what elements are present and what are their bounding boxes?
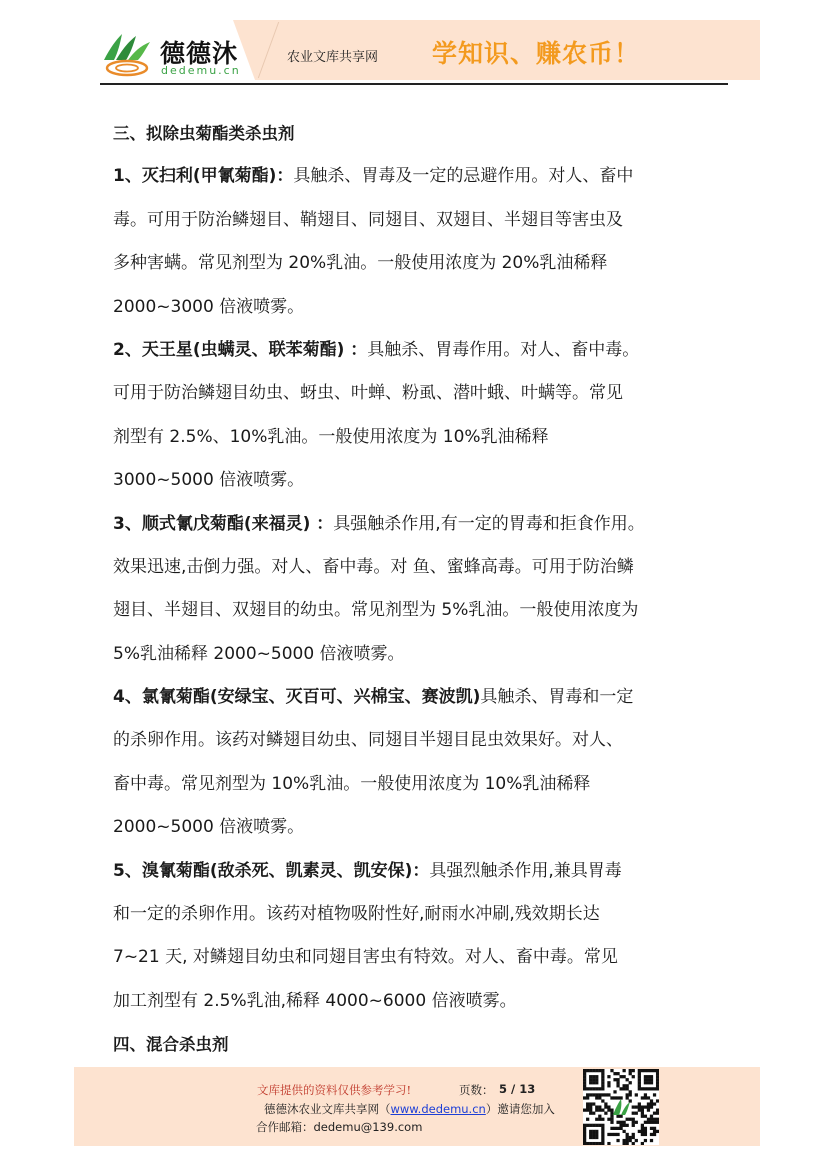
invite-prefix: 德德沐农业文库共享网（	[264, 1102, 391, 1116]
item-text: 具触杀、胃毒作用。对人、畜中毒。	[367, 339, 640, 360]
item-text: 2000~5000 倍液喷雾。	[113, 817, 305, 838]
paragraph-item-4	[113, 676, 713, 850]
item-text: 多种害螨。常见剂型为 20%乳油。一般使用浓度为 20%乳油稀释	[113, 253, 608, 274]
item-text: 5%乳油稀释 2000~5000 倍液喷雾。	[113, 643, 405, 664]
item-text: 的杀卵作用。该药对鳞翅目幼虫、同翅目半翅目昆虫效果好。对人、	[113, 730, 623, 751]
leaf-mountain-logo-icon	[100, 30, 158, 80]
section-title: 三、拟除虫菊酯类杀虫剂	[113, 124, 295, 143]
footer-email	[256, 1119, 422, 1135]
site-link[interactable]: www.dedemu.cn	[390, 1102, 486, 1116]
item-heading: 1、灭扫利(甲氰菊酯)：	[113, 166, 294, 187]
brand-name: 德德沐	[160, 39, 239, 68]
footer-notice: 文库提供的资料仅供参考学习!	[257, 1083, 412, 1097]
section-title: 四、混合杀虫剂	[113, 1035, 229, 1055]
item-text: 具触杀、胃毒及一定的忌避作用。对人、畜中	[293, 166, 634, 187]
paragraph-item-2	[113, 329, 713, 503]
item-text: 可用于防治鳞翅目幼虫、蚜虫、叶蝉、粉虱、潜叶蛾、叶螨等。常见	[113, 383, 623, 404]
item-text: 7~21 天, 对鳞翅目幼虫和同翅目害虫有特效。对人、畜中毒。常见	[113, 947, 618, 968]
item-text: 效果迅速,击倒力强。对人、畜中毒。对 鱼、蜜蜂高毒。可用于防治鳞	[113, 556, 634, 577]
item-text: 3000~5000 倍液喷雾。	[113, 470, 305, 491]
item-text: 加工剂型有 2.5%乳油,稀释 4000~6000 倍液喷雾。	[113, 990, 517, 1011]
paragraph-item-1	[113, 155, 713, 329]
site-slogan: 学知识、赚农币！	[432, 39, 641, 68]
header-rule	[100, 83, 728, 85]
footer-invite	[264, 1101, 555, 1117]
email-address[interactable]: dedemu@139.com	[313, 1120, 423, 1134]
paragraph-item-5	[113, 850, 713, 1024]
item-text: 翅目、半翅目、双翅目的幼虫。常见剂型为 5%乳油。一般使用浓度为	[113, 600, 639, 621]
item-heading: 2、天王星(虫螨灵、联苯菊酯) ：	[113, 339, 368, 360]
item-text: 毒。可用于防治鳞翅目、鞘翅目、同翅目、双翅目、半翅目等害虫及	[113, 209, 623, 230]
site-name: 农业文库共享网	[287, 50, 379, 65]
qr-code-icon[interactable]	[583, 1069, 659, 1145]
item-heading: 5、溴氰菊酯(敌杀死、凯素灵、凯安保)：	[113, 860, 430, 881]
item-text: 具触杀、胃毒和一定	[480, 687, 634, 708]
item-heading: 4、氯氰菊酯(安绿宝、灭百可、兴棉宝、赛波凯)	[113, 687, 481, 708]
item-text: 具强触杀作用,有一定的胃毒和拒食作用。	[333, 513, 645, 534]
item-text: 畜中毒。常见剂型为 10%乳油。一般使用浓度为 10%乳油稀释	[113, 773, 591, 794]
invite-suffix: ）邀请您加入	[485, 1102, 555, 1116]
page-label: 页数：	[459, 1083, 494, 1097]
document-body	[113, 112, 713, 1067]
page-header	[0, 0, 827, 88]
item-text: 2000~3000 倍液喷雾。	[113, 296, 305, 317]
page-footer	[74, 1067, 760, 1146]
item-text: 剂型有 2.5%、10%乳油。一般使用浓度为 10%乳油稀释	[113, 426, 549, 447]
item-text: 具强烈触杀作用,兼具胃毒	[429, 860, 622, 881]
page-number: 5 / 13	[499, 1082, 536, 1096]
item-heading: 3、顺式氰戊菊酯(来福灵) ：	[113, 513, 334, 534]
brand-domain: dedemu.cn	[161, 64, 241, 77]
email-label: 合作邮箱：	[256, 1120, 314, 1134]
paragraph-item-3	[113, 503, 713, 677]
brand-logo[interactable]	[100, 30, 260, 80]
item-text: 和一定的杀卵作用。该药对植物吸附性好,耐雨水冲刷,残效期长达	[113, 904, 600, 925]
